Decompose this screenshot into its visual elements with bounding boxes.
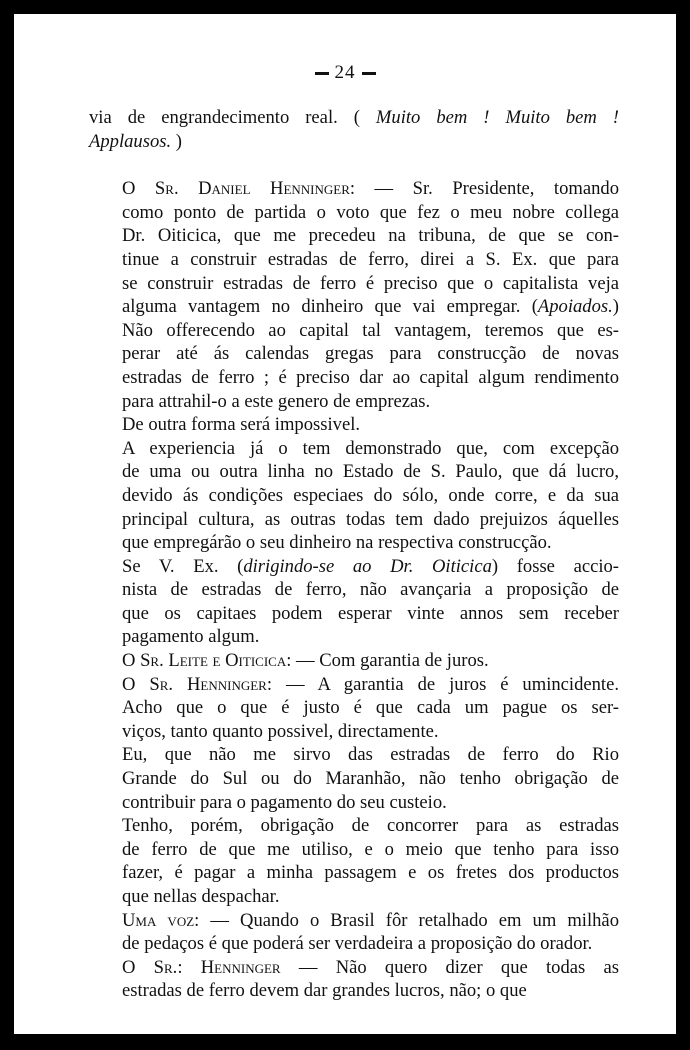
speaker-name: O Sr. Henninger [122,673,267,695]
text-run: Não offerecendo ao capital tal vantagem, teremos que es- [122,319,619,341]
text-line [89,814,619,838]
text-run: — Não quero dizer que todas as [280,956,619,978]
text-run: perar até ás calendas gregas para construcção de novas [122,343,619,365]
text-line [89,767,619,791]
text-line [89,885,619,909]
text-line [89,956,619,980]
text-run: viços, tanto quanto possivel, directamente. [122,720,439,742]
text-run: : — Com garantia de juros. [286,650,489,672]
page-number-text: 24 [334,62,356,83]
text-run: Dr. Oiticica, que me precedeu na tribuna, de que se con- [122,225,619,247]
text-run: estradas de ferro devem dar grandes lucros, não; o que [122,980,527,1002]
text-line [89,508,619,532]
text-line [89,484,619,508]
text-line [89,838,619,862]
paragraph [89,177,619,413]
book-page [14,14,676,1034]
page-number [14,62,676,84]
paragraph [89,437,619,555]
text-run: Grande do Sul ou do Maranhão, não tenho obrigação de [122,768,619,790]
text-run: nista de estradas de ferro, não avançaria a proposição de [122,579,619,601]
italic-run: Apoiados. [537,296,613,318]
text-run: que nellas despachar. [122,886,280,907]
text-run: De outra forma será impossivel. [122,414,361,436]
paragraph [89,413,619,437]
text-run: Acho que o que é justo é que cada um pague os ser- [122,697,619,719]
speaker-name: O Sr.: Henninger [122,956,281,978]
text-run: se construir estradas de ferro é preciso que o capitalista veja [122,272,619,294]
text-run: ) fosse accio- [491,555,619,577]
text-run: Se V. Ex. ( [122,555,244,577]
speaker-name: Uma voz [122,909,195,931]
text-run: que os capitaes podem esperar vinte annos sem receber [122,602,619,624]
text-line [89,437,619,461]
paragraph [89,649,619,673]
text-run: : — Quando o Brasil fôr retalhado em um milhão [194,909,619,931]
text-run: : — Sr. Presidente, tomando [349,178,619,200]
text-line [89,932,619,956]
paragraph [89,956,619,1003]
speaker-name: O Sr. Daniel Henninger [122,178,350,200]
italic-run: Muito bem ! Muito bem ! [375,107,619,128]
text-run: ) [612,296,619,318]
text-line [89,130,619,154]
paragraph [89,909,619,956]
text-run: via de engrandecimento real. ( [89,107,376,128]
text-run: ) [171,130,182,152]
text-run: como ponto de partida o voto que fez o meu nobre collega [122,201,619,223]
text-run: que empregárão o seu dinheiro na respectiva construcção. [122,532,552,554]
text-line [89,295,619,319]
text-run: fazer, é pagar a minha passagem e os fretes dos productos [122,862,619,884]
text-line [89,366,619,390]
text-line [89,743,619,767]
paragraph [89,743,619,814]
text-line [89,531,619,555]
text-line [89,861,619,885]
text-line [89,460,619,484]
text-run: de uma ou outra linha no Estado de S. Paulo, que dá lucro, [122,461,619,483]
text-line [89,602,619,626]
text-run: principal cultura, as outras todas tem dado prejuizos áquelles [122,508,619,530]
text-line [89,319,619,343]
text-line [89,413,619,437]
text-line [89,248,619,272]
page-number-dash-right [362,72,376,75]
text-line [89,224,619,248]
text-run: de ferro de que me utiliso, e o meio que tenho para isso [122,838,619,860]
text-run: tinue a construir estradas de ferro, direi a S. Ex. que para [122,248,619,270]
text-run: A experiencia já o tem demonstrado que, com excepção [122,437,619,459]
text-line [89,979,619,1003]
text-line [89,625,619,649]
text-line [89,106,619,130]
text-line [89,342,619,366]
italic-run: dirigindo-se ao Dr. Oiticica [243,555,492,577]
text-line [89,720,619,744]
text-line [89,649,619,673]
paragraph [89,555,619,649]
text-run: alguma vantagem no dinheiro que vai empregar. ( [122,296,538,318]
text-line [89,201,619,225]
text-line [89,555,619,579]
paragraph [89,673,619,744]
italic-run: Applausos. [89,130,172,152]
paragraph [89,106,619,153]
text-line [89,696,619,720]
text-run: para attrahil-o a este genero de emprezas. [122,390,431,412]
text-run: estradas de ferro ; é preciso dar ao capital algum rendimento [122,366,619,388]
text-line [89,673,619,697]
text-line [89,272,619,296]
text-line [89,909,619,933]
text-run: Eu, que não me sirvo das estradas de ferro do Rio [122,744,619,766]
text-line [89,390,619,414]
text-run: Tenho, porém, obrigação de concorrer para as estradas [122,815,619,837]
speaker-name: O Sr. Leite e Oiticica [122,650,287,672]
page-number-dash-left [315,72,329,75]
text-run: de pedaços é que poderá ser verdadeira a proposição do orador. [122,933,593,955]
text-run: : — A garantia de juros é umincidente. [266,673,619,695]
page-text [89,106,619,1003]
text-line [89,578,619,602]
text-line [89,177,619,201]
paragraph [89,814,619,908]
text-run: devido ás condições especiaes do sólo, onde corre, e da sua [122,484,619,506]
text-run: pagamento algum. [122,626,260,648]
text-run: contribuir para o pagamento do seu custeio. [122,791,447,813]
text-line [89,791,619,815]
